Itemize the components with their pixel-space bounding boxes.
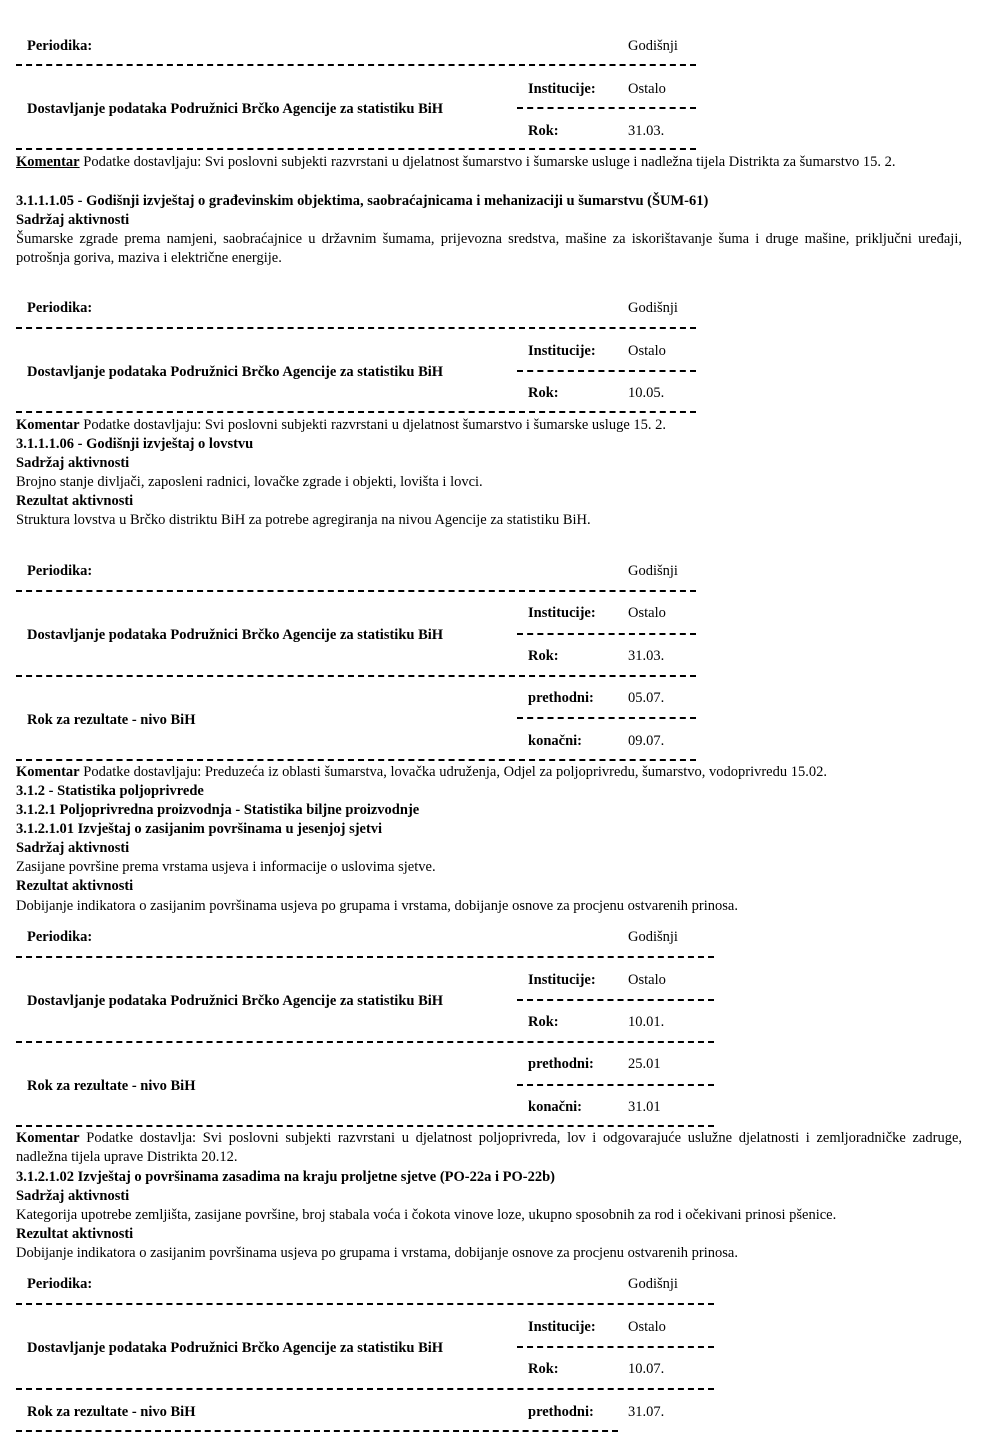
institucije-label: Institucije: [528, 343, 596, 359]
divider [517, 107, 696, 109]
konacni-label: konačni: [528, 733, 582, 749]
rezultati-label: Rok za rezultate - nivo BiH [27, 1078, 196, 1094]
prethodni-value: 31.07. [628, 1404, 665, 1420]
rok-label: Rok: [528, 385, 559, 401]
rezultat-text: Struktura lovstva u Brčko distriktu BiH za potrebe agregiranja na nivou Agencije za statistiku BiH. [16, 512, 591, 528]
periodika-label: Periodika: [27, 929, 93, 945]
divider [517, 717, 696, 719]
divider [16, 1125, 714, 1127]
rok-label: Rok: [528, 1361, 559, 1377]
prethodni-label: prethodni: [528, 1404, 594, 1420]
section-heading: 3.1.1.1.05 - Godišnji izvještaj o građevinskim objektima, saobraćajnicama i mehanizaciji u šumarstvu (ŠUM-61) [16, 193, 709, 209]
rezultat-text: Dobijanje indikatora o zasijanim površinama usjeva po grupama i vrstama, dobijanje osnove za procjenu ostvarenih prinosa. [16, 898, 738, 914]
section-heading: 3.1.2.1 Poljoprivredna proizvodnja - Statistika biljne proizvodnje [16, 802, 420, 818]
komentar-paragraph: Komentar Podatke dostavljaju: Svi poslovni subjekti razvrstani u djelatnost šumarstvo i šumarske usluge 15. 2. [16, 417, 667, 433]
institucije-label: Institucije: [528, 972, 596, 988]
periodika-value: Godišnji [628, 38, 678, 54]
sadrzaj-label: Sadržaj aktivnosti [16, 212, 130, 228]
rezultati-label: Rok za rezultate - nivo BiH [27, 712, 196, 728]
periodika-label: Periodika: [27, 300, 93, 316]
rok-value: 10.05. [628, 385, 665, 401]
divider [16, 759, 696, 761]
periodika-label: Periodika: [27, 563, 93, 579]
divider [517, 1084, 714, 1086]
rezultat-label: Rezultat aktivnosti [16, 1226, 134, 1242]
prethodni-label: prethodni: [528, 690, 594, 706]
institucije-label: Institucije: [528, 605, 596, 621]
konacni-label: konačni: [528, 1099, 582, 1115]
sadrzaj-label: Sadržaj aktivnosti [16, 1188, 130, 1204]
section-heading: 3.1.2.1.02 Izvještaj o površinama zasadima na kraju proljetne sjetve (PO-22a i PO-22b) [16, 1169, 555, 1185]
sadrzaj-text: Brojno stanje divljači, zaposleni radnici, lovačke zgrade i objekti, lovišta i lovci. [16, 474, 483, 490]
dostavljanje-label: Dostavljanje podataka Podružnici Brčko Agencije za statistiku BiH [27, 101, 444, 117]
dostavljanje-label: Dostavljanje podataka Podružnici Brčko Agencije za statistiku BiH [27, 627, 444, 643]
rok-value: 31.03. [628, 648, 665, 664]
divider [16, 1388, 714, 1390]
rok-label: Rok: [528, 648, 559, 664]
divider [16, 1041, 714, 1043]
rok-label: Rok: [528, 1014, 559, 1030]
sadrzaj-text: Šumarske zgrade prema namjeni, saobraćajnice u državnim šumama, prijevozna sredstva, mašine za iskorištavanje šuma i druge mašine, priključni uređaji, potrošnja goriva, maziva i električne energije. [16, 231, 962, 267]
institucije-value: Ostalo [628, 343, 666, 359]
periodika-label: Periodika: [27, 38, 93, 54]
rok-label: Rok: [528, 123, 559, 139]
periodika-value: Godišnji [628, 300, 678, 316]
prethodni-value: 05.07. [628, 690, 665, 706]
divider [16, 411, 696, 413]
section-heading: 3.1.2.1.01 Izvještaj o zasijanim površinama u jesenjoj sjetvi [16, 821, 383, 837]
institucije-label: Institucije: [528, 81, 596, 97]
divider [16, 327, 696, 329]
komentar-label: Komentar [16, 417, 80, 433]
sadrzaj-label: Sadržaj aktivnosti [16, 840, 130, 856]
divider [16, 148, 696, 150]
divider [517, 999, 714, 1001]
komentar-label: Komentar [16, 764, 80, 780]
dostavljanje-label: Dostavljanje podataka Podružnici Brčko Agencije za statistiku BiH [27, 364, 444, 380]
dostavljanje-label: Dostavljanje podataka Podružnici Brčko Agencije za statistiku BiH [27, 1340, 444, 1356]
rezultat-text: Dobijanje indikatora o zasijanim površinama usjeva po grupama i vrstama, dobijanje osnove za procjenu ostvarenih prinosa. [16, 1245, 738, 1261]
komentar-paragraph: Komentar Podatke dostavljaju: Preduzeća iz oblasti šumarstva, lovačka udruženja, Odjel za poljoprivredu, šumarstvo, vodoprivredu 15.02. [16, 764, 827, 780]
rezultat-label: Rezultat aktivnosti [16, 493, 134, 509]
sadrzaj-text: Zasijane površine prema vrstama usjeva i informacije o uslovima sjetve. [16, 859, 436, 875]
rok-value: 10.01. [628, 1014, 665, 1030]
divider [16, 590, 696, 592]
komentar-label: Komentar [16, 154, 80, 170]
rok-value: 31.03. [628, 123, 665, 139]
rezultat-label: Rezultat aktivnosti [16, 878, 134, 894]
institucije-label: Institucije: [528, 1319, 596, 1335]
institucije-value: Ostalo [628, 605, 666, 621]
institucije-value: Ostalo [628, 1319, 666, 1335]
divider [16, 1430, 618, 1432]
dostavljanje-label: Dostavljanje podataka Podružnici Brčko Agencije za statistiku BiH [27, 993, 444, 1009]
divider [517, 633, 696, 635]
institucije-value: Ostalo [628, 81, 666, 97]
divider [16, 64, 696, 66]
prethodni-label: prethodni: [528, 1056, 594, 1072]
divider [16, 1303, 714, 1305]
section-heading: 3.1.1.1.06 - Godišnji izvještaj o lovstvu [16, 436, 254, 452]
divider [16, 675, 696, 677]
periodika-value: Godišnji [628, 929, 678, 945]
komentar-paragraph: Komentar Podatke dostavlja: Svi poslovni subjekti razvrstani u djelatnost poljoprivreda, lov i odgovarajuće uslužne djelatnosti i zemljoradničke zadruge, nadležna tijela uprave Distrikta 20.12. [16, 1130, 963, 1166]
periodika-value: Godišnji [628, 1276, 678, 1292]
rezultati-label: Rok za rezultate - nivo BiH [27, 1404, 196, 1420]
konacni-value: 31.01 [628, 1099, 661, 1115]
konacni-value: 09.07. [628, 733, 665, 749]
section-heading: 3.1.2 - Statistika poljoprivrede [16, 783, 204, 799]
sadrzaj-text: Kategorija upotrebe zemljišta, zasijane površine, broj stabala voća i čokota vinove loze, ukupno sposobnih za rod i očekivani prinosi pšenice. [16, 1207, 837, 1223]
divider [517, 1346, 714, 1348]
komentar-paragraph: Komentar Podatke dostavljaju: Svi poslovni subjekti razvrstani u djelatnost šumarstvo i šumarske usluge i nadležna tijela Distrikta za šumarstvo 15. 2. [16, 154, 896, 170]
komentar-label: Komentar [16, 1130, 80, 1146]
rok-value: 10.07. [628, 1361, 665, 1377]
sadrzaj-label: Sadržaj aktivnosti [16, 455, 130, 471]
divider [517, 370, 696, 372]
divider [16, 956, 714, 958]
periodika-value: Godišnji [628, 563, 678, 579]
periodika-label: Periodika: [27, 1276, 93, 1292]
prethodni-value: 25.01 [628, 1056, 661, 1072]
institucije-value: Ostalo [628, 972, 666, 988]
